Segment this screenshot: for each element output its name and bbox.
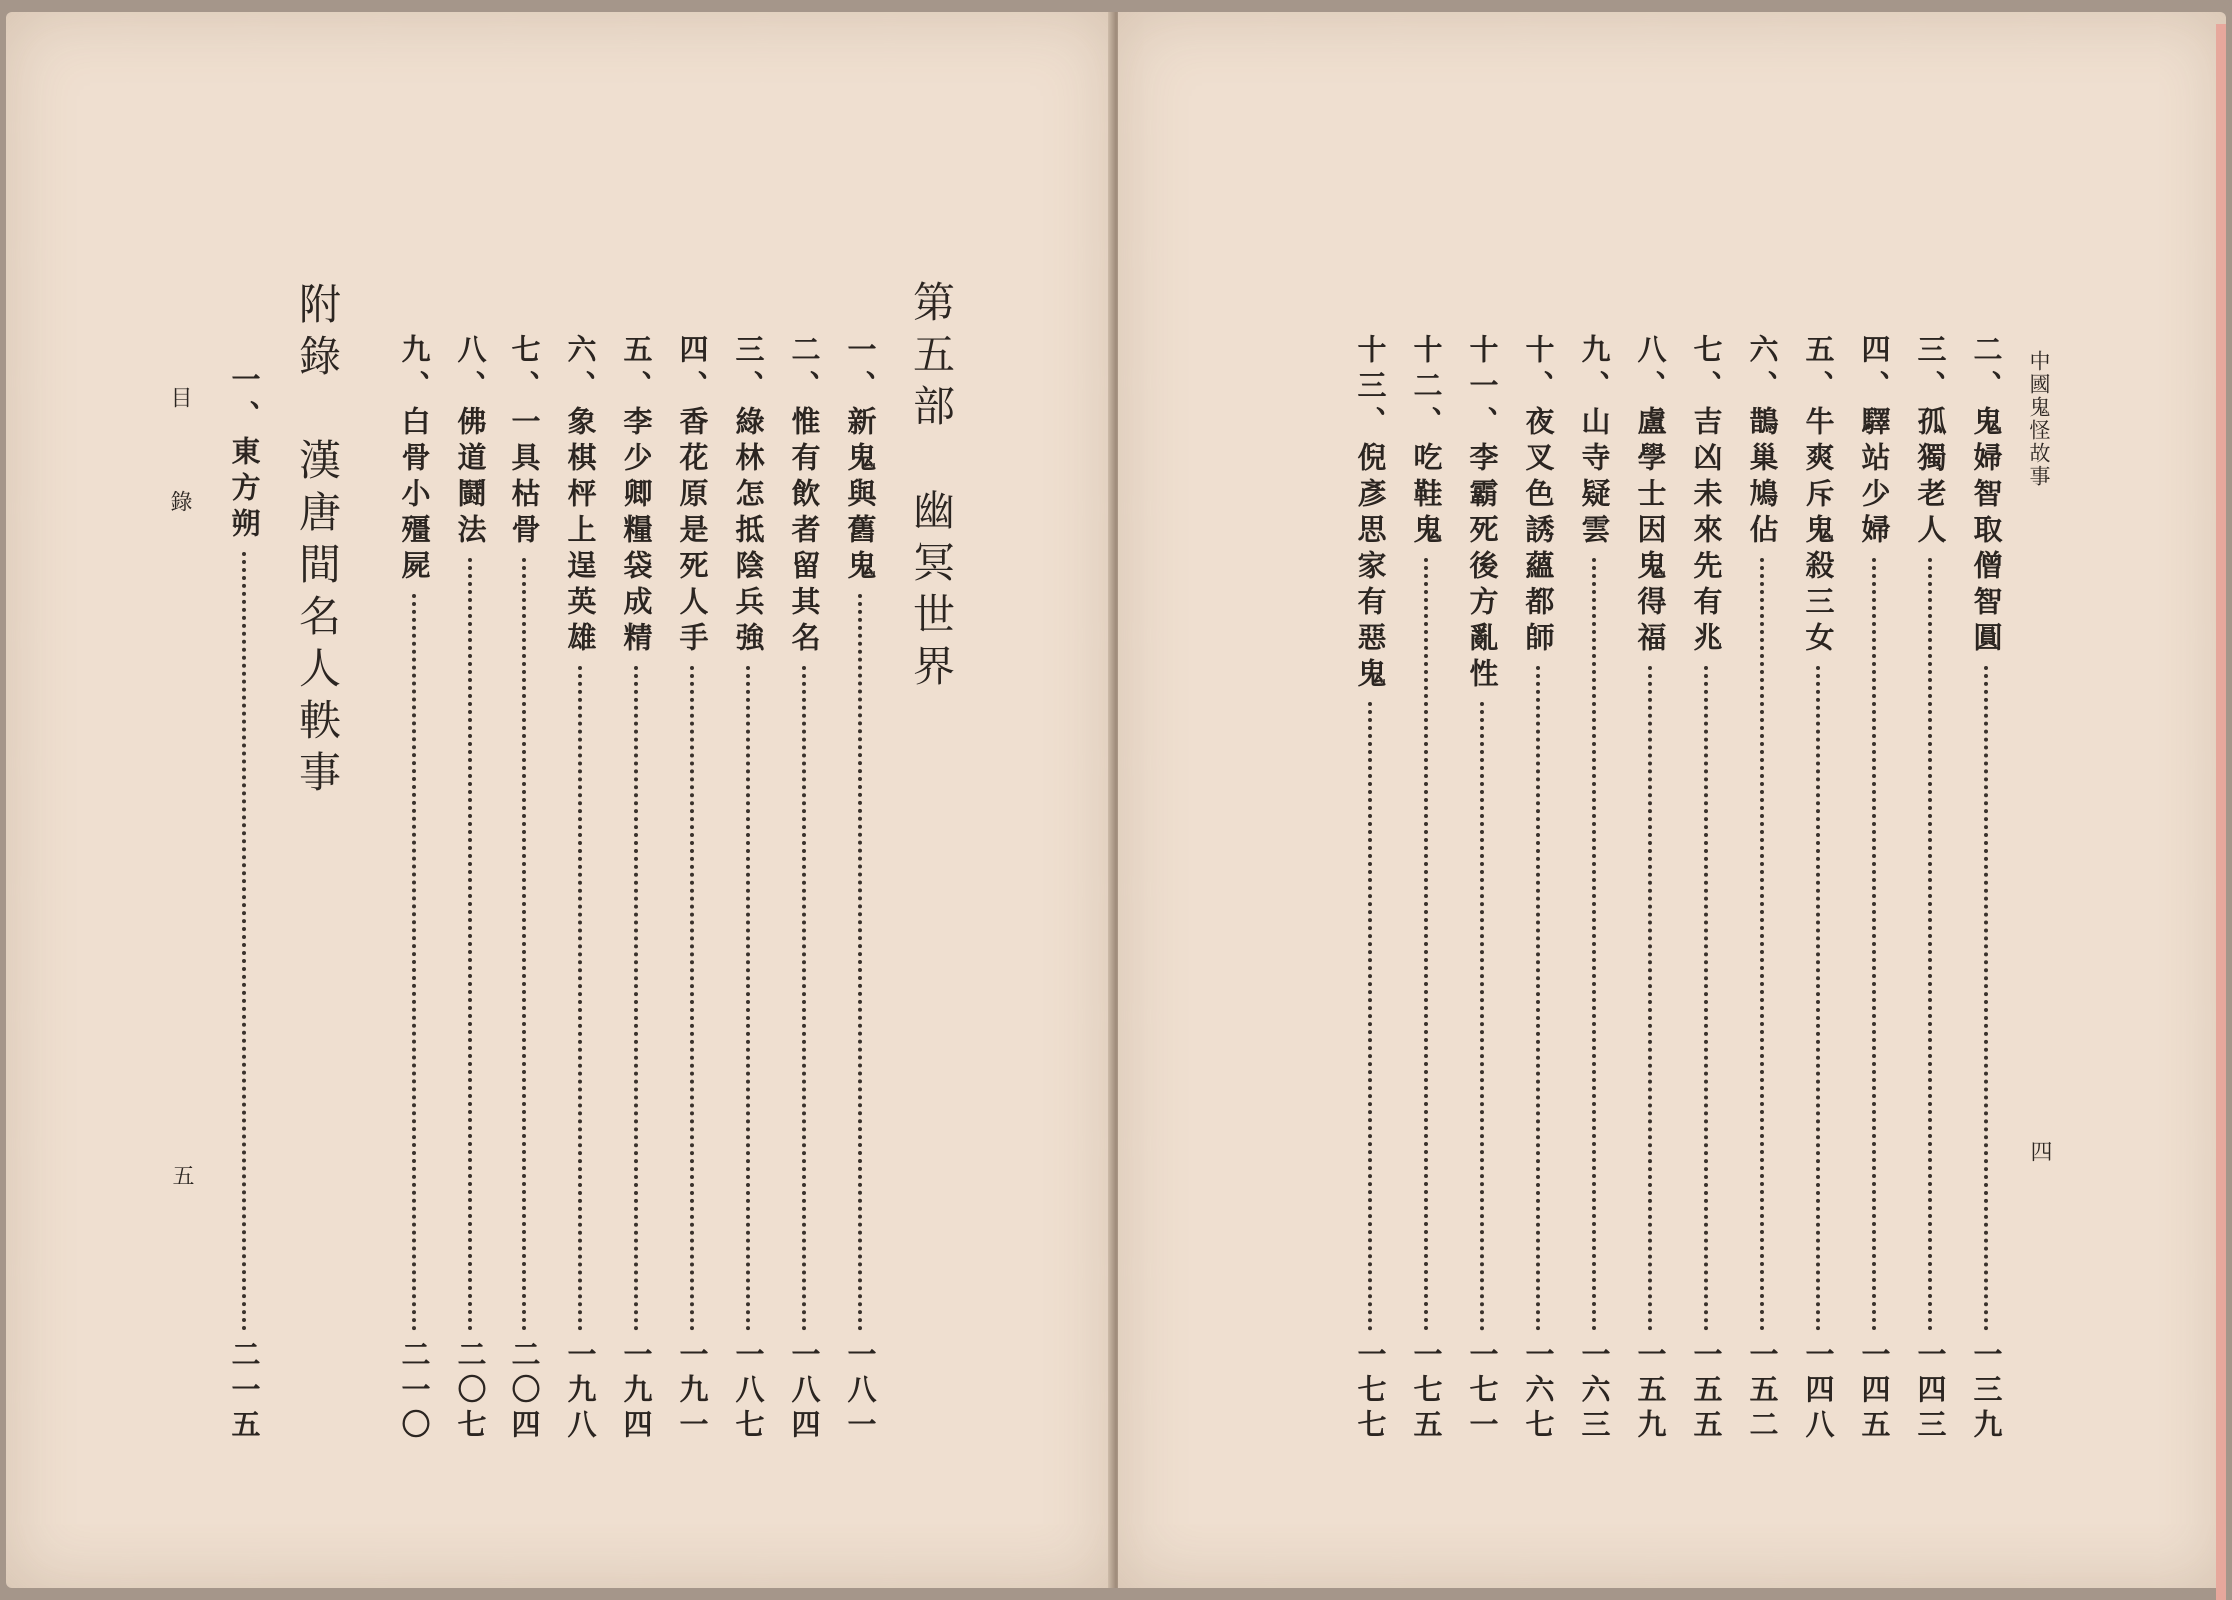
toc-entry[interactable] <box>726 334 770 1444</box>
entry-title: 一、東方朔 <box>227 364 262 544</box>
entry-title: 四、驛站少婦 <box>1857 334 1892 550</box>
entry-page-number: 二〇四 <box>507 1339 542 1444</box>
footer-title: 目 錄 <box>167 386 192 542</box>
entry-page-number: 二一五 <box>227 1339 262 1444</box>
right-page <box>1118 12 2226 1588</box>
entry-title: 八、盧學士因鬼得福 <box>1633 334 1668 658</box>
entry-page-number: 一三九 <box>1969 1339 2004 1444</box>
entry-title: 十一、李霸死後方亂性 <box>1465 334 1500 694</box>
leader-dots <box>242 552 246 1331</box>
toc-entry[interactable] <box>1684 334 1728 1444</box>
leader-dots <box>1816 666 1820 1331</box>
leader-dots <box>1424 558 1428 1331</box>
entry-title: 五、李少卿糧袋成精 <box>619 334 654 658</box>
entry-page-number: 一八四 <box>787 1339 822 1444</box>
leader-dots <box>578 666 582 1331</box>
appendix-heading: 附錄 漢唐間名人軼事 <box>293 282 342 802</box>
leader-dots <box>1592 558 1596 1331</box>
entry-page-number: 一五二 <box>1745 1339 1780 1444</box>
entry-title: 一、新鬼與舊鬼 <box>843 334 878 586</box>
entry-title: 十三、倪彥思家有惡鬼 <box>1353 334 1388 694</box>
entry-title: 八、佛道鬪法 <box>453 334 488 550</box>
leader-dots <box>1928 558 1932 1331</box>
entry-page-number: 一九八 <box>563 1339 598 1444</box>
entry-page-number: 一五五 <box>1689 1339 1724 1444</box>
toc-entry[interactable] <box>1852 334 1896 1444</box>
leader-dots <box>1368 702 1372 1331</box>
toc-entry[interactable] <box>1796 334 1840 1444</box>
leader-dots <box>858 594 862 1331</box>
toc-entry[interactable] <box>1460 334 1504 1444</box>
toc-entry[interactable] <box>1740 334 1784 1444</box>
toc-entry[interactable] <box>614 334 658 1444</box>
page-edge-tint <box>2216 24 2226 1600</box>
toc-entry[interactable] <box>670 334 714 1444</box>
leader-dots <box>1872 558 1876 1331</box>
entry-title: 十、夜叉色誘蘊都師 <box>1521 334 1556 658</box>
part-heading: 第五部 幽冥世界 <box>907 280 956 696</box>
entry-page-number: 一七一 <box>1465 1339 1500 1444</box>
entry-title: 三、綠林怎抵陰兵強 <box>731 334 766 658</box>
leader-dots <box>468 558 472 1331</box>
toc-entry[interactable] <box>782 334 826 1444</box>
entry-title: 九、山寺疑雲 <box>1577 334 1612 550</box>
leader-dots <box>522 558 526 1331</box>
entry-title: 七、吉凶未來先有兆 <box>1689 334 1724 658</box>
entry-title: 七、一具枯骨 <box>507 334 542 550</box>
entry-title: 六、鵲巢鳩佔 <box>1745 334 1780 550</box>
entry-page-number: 一七五 <box>1409 1339 1444 1444</box>
toc-entry[interactable] <box>1628 334 1672 1444</box>
left-page <box>6 12 1114 1588</box>
entry-page-number: 一六三 <box>1577 1339 1612 1444</box>
entry-page-number: 一六七 <box>1521 1339 1556 1444</box>
toc-entry[interactable] <box>558 334 602 1444</box>
page-number: 五 <box>169 1164 194 1186</box>
entry-page-number: 一四三 <box>1913 1339 1948 1444</box>
toc-entry[interactable] <box>838 334 882 1444</box>
entry-page-number: 一五九 <box>1633 1339 1668 1444</box>
entry-title: 十二、吃鞋鬼 <box>1409 334 1444 550</box>
leader-dots <box>634 666 638 1331</box>
page-number: 四 <box>2027 1140 2052 1162</box>
leader-dots <box>802 666 806 1331</box>
leader-dots <box>1984 666 1988 1331</box>
entry-page-number: 二〇七 <box>453 1339 488 1444</box>
toc-entry[interactable] <box>222 364 266 1444</box>
leader-dots <box>1480 702 1484 1331</box>
entry-page-number: 一四八 <box>1801 1339 1836 1444</box>
leader-dots <box>746 666 750 1331</box>
entry-page-number: 一八七 <box>731 1339 766 1444</box>
toc-entry[interactable] <box>1348 334 1392 1444</box>
toc-entry[interactable] <box>1908 334 1952 1444</box>
entry-page-number: 一四五 <box>1857 1339 1892 1444</box>
entry-title: 五、牛爽斥鬼殺三女 <box>1801 334 1836 658</box>
entry-title: 四、香花原是死人手 <box>675 334 710 658</box>
entry-page-number: 一九一 <box>675 1339 710 1444</box>
entry-page-number: 二一〇 <box>397 1339 432 1444</box>
toc-entry[interactable] <box>502 334 546 1444</box>
entry-page-number: 一九四 <box>619 1339 654 1444</box>
leader-dots <box>412 594 416 1331</box>
entry-title: 九、白骨小殭屍 <box>397 334 432 586</box>
leader-dots <box>1760 558 1764 1331</box>
leader-dots <box>1648 666 1652 1331</box>
entry-page-number: 一七七 <box>1353 1339 1388 1444</box>
entry-title: 二、惟有飲者留其名 <box>787 334 822 658</box>
toc-entry[interactable] <box>448 334 492 1444</box>
leader-dots <box>1536 666 1540 1331</box>
entry-page-number: 一八一 <box>843 1339 878 1444</box>
entry-title: 三、孤獨老人 <box>1913 334 1948 550</box>
toc-entry[interactable] <box>392 334 436 1444</box>
toc-entry[interactable] <box>1964 334 2008 1444</box>
running-header: 中國鬼怪故事 <box>2027 350 2051 488</box>
toc-entry[interactable] <box>1572 334 1616 1444</box>
entry-title: 六、象棋枰上逞英雄 <box>563 334 598 658</box>
entry-title: 二、鬼婦智取僧智圓 <box>1969 334 2004 658</box>
leader-dots <box>690 666 694 1331</box>
toc-entry[interactable] <box>1516 334 1560 1444</box>
leader-dots <box>1704 666 1708 1331</box>
toc-entry[interactable] <box>1404 334 1448 1444</box>
